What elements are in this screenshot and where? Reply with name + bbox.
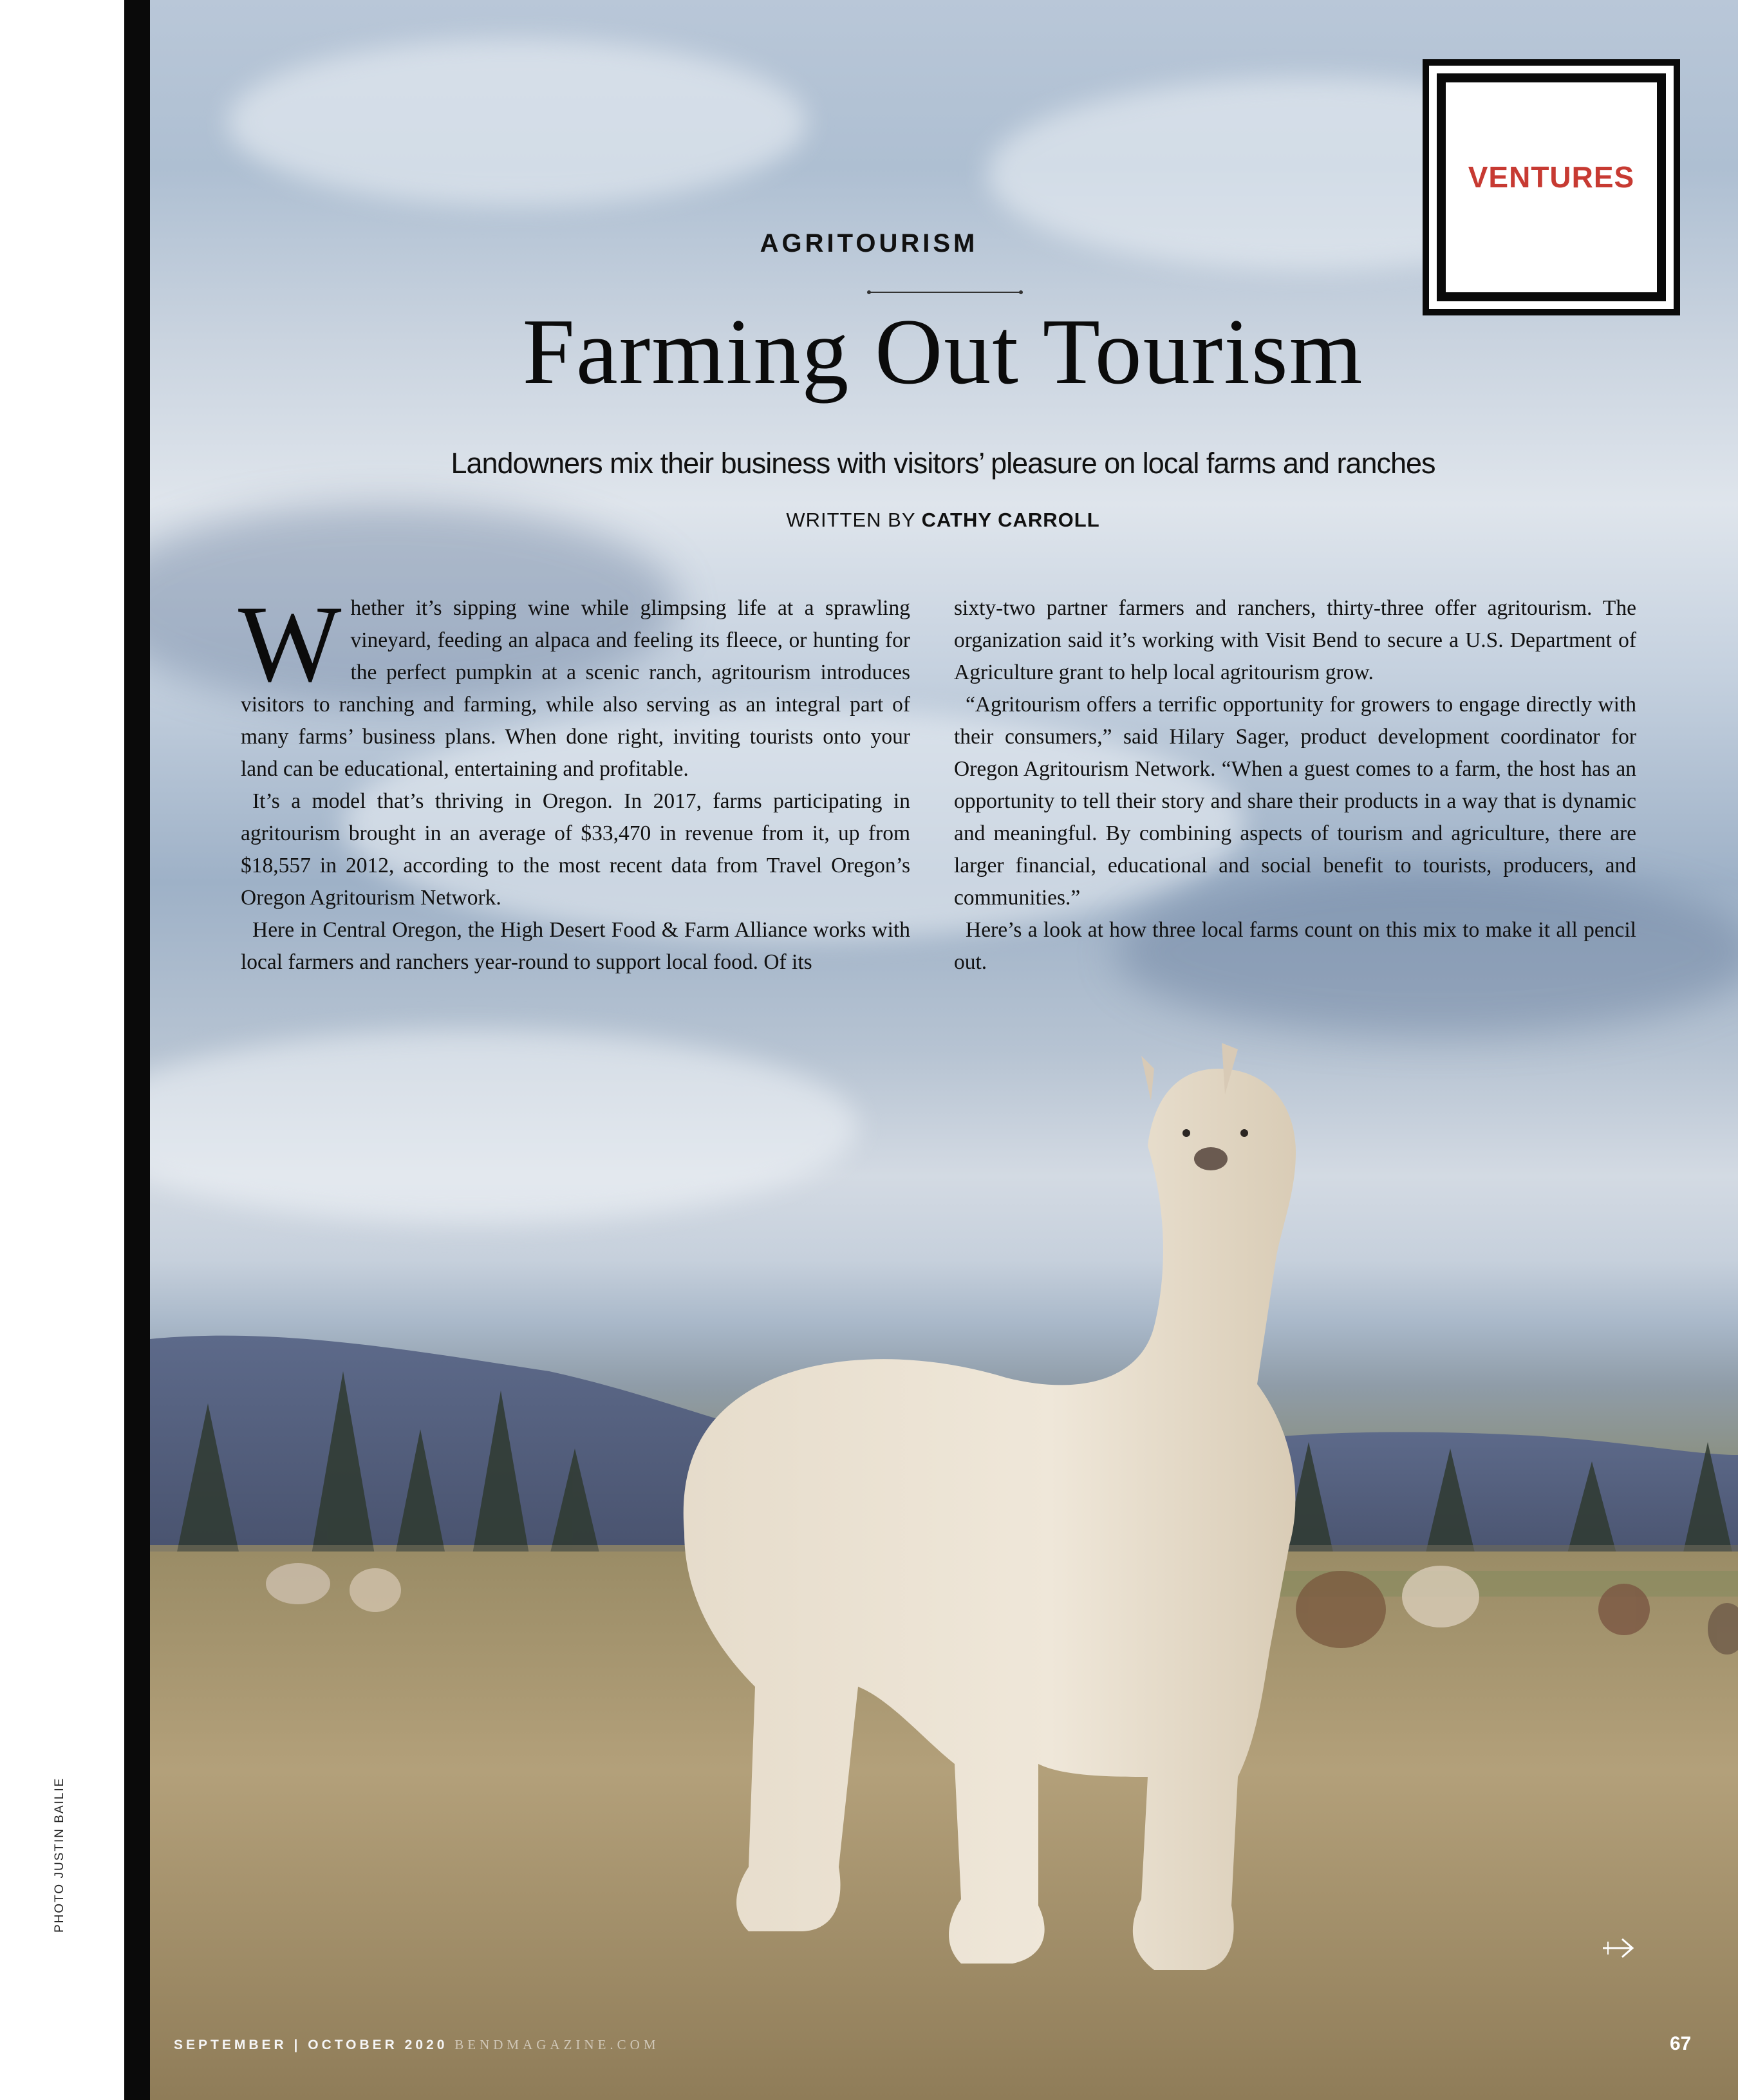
byline xyxy=(0,509,1738,532)
article-title: Farming Out Tourism xyxy=(522,299,1364,404)
drop-cap: W xyxy=(238,583,342,704)
footer-issue: SEPTEMBER | OCTOBER 2020 xyxy=(174,2038,448,2052)
body-paragraph: It’s a model that’s thriving in Oregon. In 2017, farms participating in agritourism brought in an average of $33,470 in revenue from it, up from $18,557 in 2012, according to the most recent data from Travel Oregon’s Oregon Agritourism Network. xyxy=(241,789,910,910)
byline-author: CATHY CARROLL xyxy=(921,509,1100,531)
article-dek: Landowners mix their business with visitors’ pleasure on local farms and ranches xyxy=(451,447,1435,480)
body-paragraph: Here in Central Oregon, the High Desert Food & Farm Alliance works with local farmers and ranchers year-round to support local food. Of its xyxy=(241,918,910,974)
section-badge xyxy=(1423,59,1680,315)
body-column-right xyxy=(954,592,1636,979)
arrow-right-icon xyxy=(1602,1934,1635,1962)
kicker-rule xyxy=(869,292,1021,293)
footer-site: BENDMAGAZINE.COM xyxy=(454,2037,660,2052)
page-footer xyxy=(174,2037,660,2053)
section-label: VENTURES xyxy=(1468,160,1635,194)
byline-prefix: WRITTEN BY xyxy=(786,509,915,531)
body-paragraph: Here’s a look at how three local farms count on this mix to make it all pencil out. xyxy=(954,918,1636,974)
body-paragraph: sixty-two partner farmers and ranchers, thirty-three offer agritourism. The organization said it’s working with Visit Bend to secure a U.S. Department of Agriculture grant to help local agritourism grow. xyxy=(954,596,1636,684)
kicker: AGRITOURISM xyxy=(760,229,978,258)
page-number: 67 xyxy=(1670,2033,1692,2054)
photo-credit: PHOTO JUSTIN BAILIE xyxy=(53,1777,66,1933)
body-paragraph: Whether it’s sipping wine while glimpsing life at a sprawling vineyard, feeding an alpaca and feeling its fleece, or hunting for the perfect pumpkin at a scenic ranch, agritourism introduces visitors to ranching and farming, while also serving as an integral part of many farms’ business plans. When done right, inviting tourists onto your land can be educational, entertaining and profitable. xyxy=(238,583,910,781)
body-column-left xyxy=(238,583,910,979)
body-paragraph: “Agritourism offers a terrific opportunity for growers to engage directly with their consumers,” said Hilary Sager, product development coordinator for Oregon Agritourism Network. “When a guest comes to a farm, the host has an opportunity to tell their story and share their products in a way that is dynamic and meaningful. By combining aspects of tourism and agriculture, there are larger financial, educational and social benefit to tourists, producers, and communities.” xyxy=(954,693,1636,910)
